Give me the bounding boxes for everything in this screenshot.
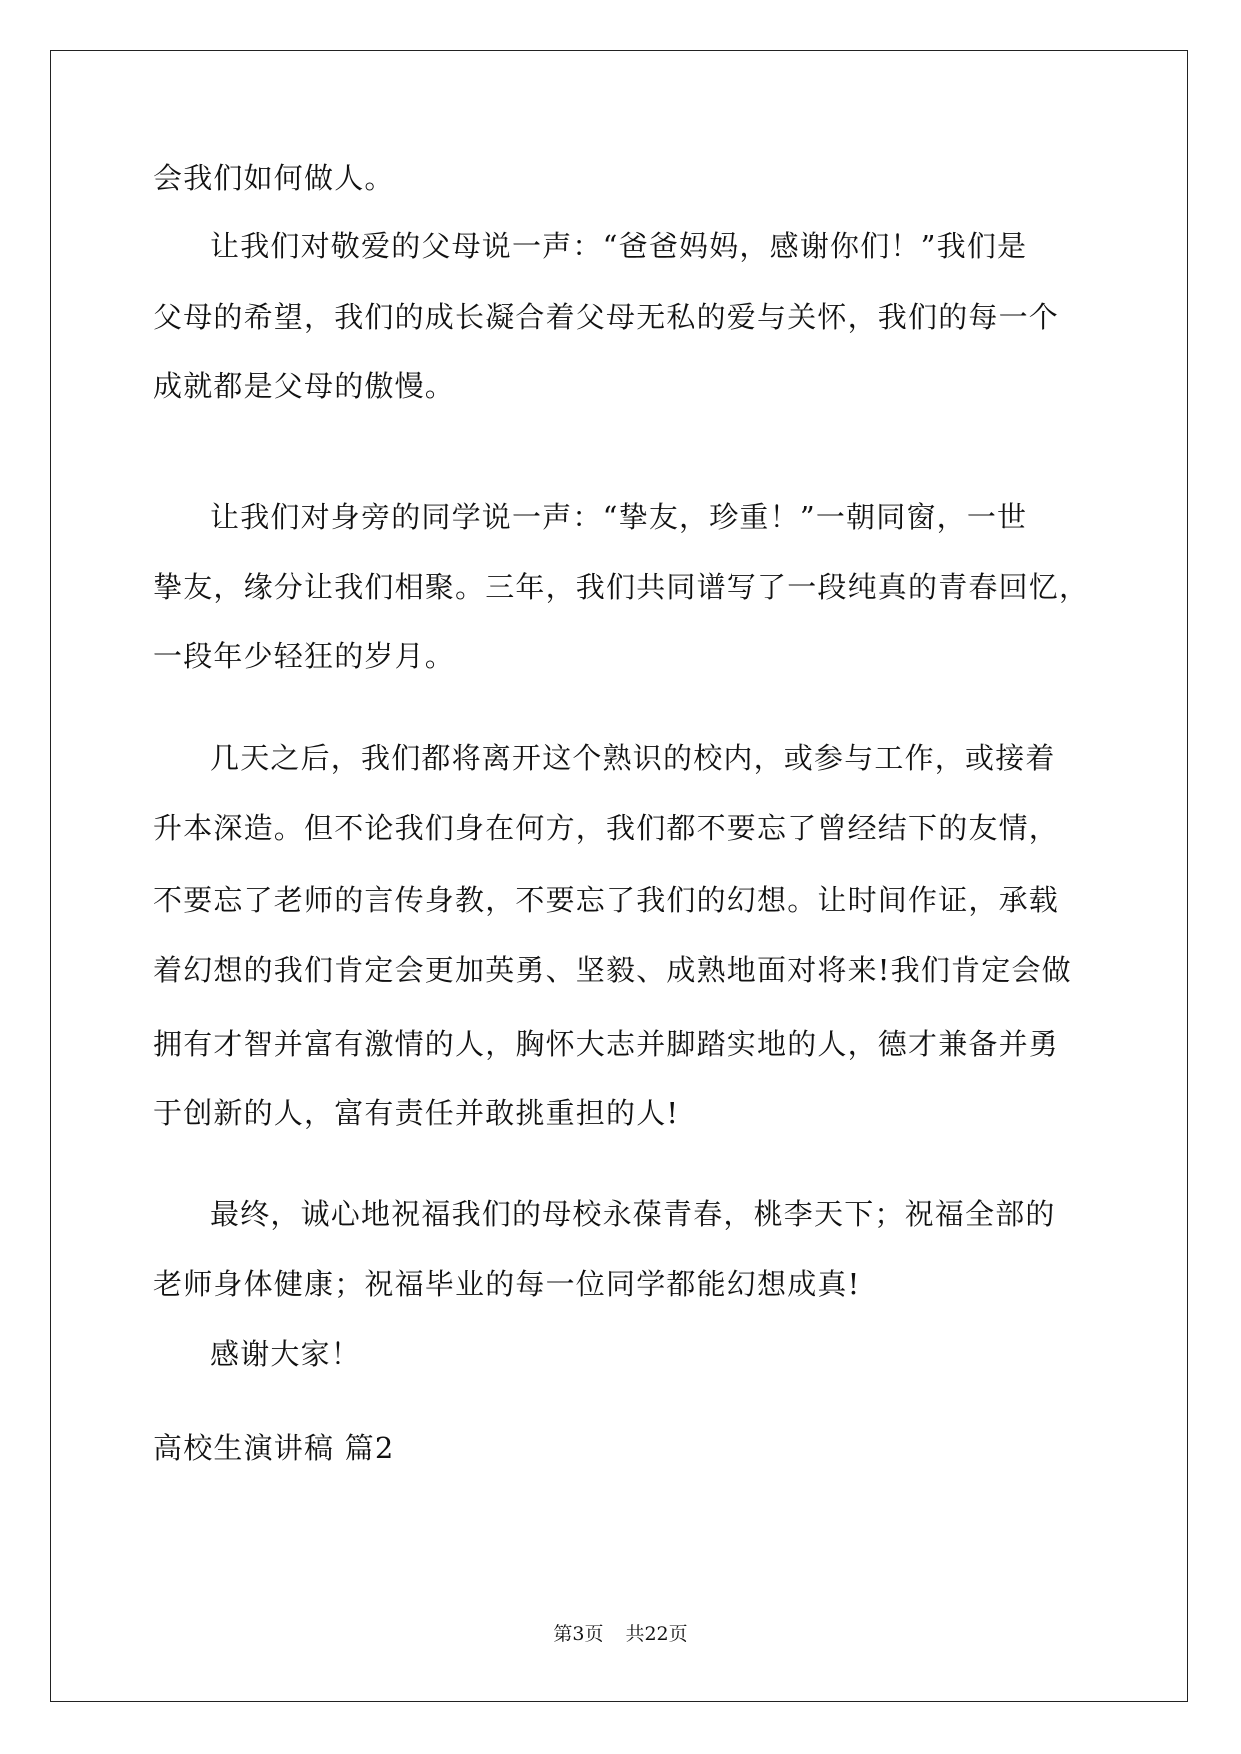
- text-line: 几天之后，我们都将离开这个熟识的校内，或参与工作，或接着: [210, 741, 1056, 775]
- text-line: 于创新的人，富有责任并敢挑重担的人!: [153, 1096, 680, 1130]
- text-line: 最终，诚心地祝福我们的母校永葆青春，桃李天下；祝福全部的: [210, 1197, 1056, 1231]
- text-line: 一段年少轻狂的岁月。: [153, 639, 456, 673]
- text-line: 挚友，缘分让我们相聚。三年，我们共同谱写了一段纯真的青春回忆，: [153, 570, 1090, 604]
- text-line: 不要忘了老师的言传身教，不要忘了我们的幻想。让时间作证，承载: [153, 883, 1060, 917]
- text-line: 会我们如何做人。: [153, 161, 395, 195]
- text-line: 让我们对身旁的同学说一声：“挚友，珍重！”一朝同窗，一世: [210, 500, 1028, 534]
- text-line: 拥有才智并富有激情的人，胸怀大志并脚踏实地的人，德才兼备并勇: [153, 1027, 1060, 1061]
- text-line: 感谢大家！: [210, 1337, 362, 1371]
- page-total: 共22页: [625, 1623, 688, 1645]
- section-heading: 高校生演讲稿 篇2: [153, 1431, 395, 1465]
- text-line: 老师身体健康；祝福毕业的每一位同学都能幻想成真!: [153, 1267, 861, 1301]
- page-number: 第3页: [553, 1623, 604, 1645]
- text-line: 着幻想的我们肯定会更加英勇、坚毅、成熟地面对将来!我们肯定会做: [153, 953, 1072, 987]
- page-footer: [0, 1622, 1241, 1646]
- text-line: 成就都是父母的傲慢。: [153, 369, 456, 403]
- text-line: 父母的希望，我们的成长凝合着父母无私的爱与关怀，我们的每一个: [153, 300, 1060, 334]
- text-line: 升本深造。但不论我们身在何方，我们都不要忘了曾经结下的友情，: [153, 811, 1060, 845]
- text-line: 让我们对敬爱的父母说一声：“爸爸妈妈，感谢你们！”我们是: [210, 229, 1028, 263]
